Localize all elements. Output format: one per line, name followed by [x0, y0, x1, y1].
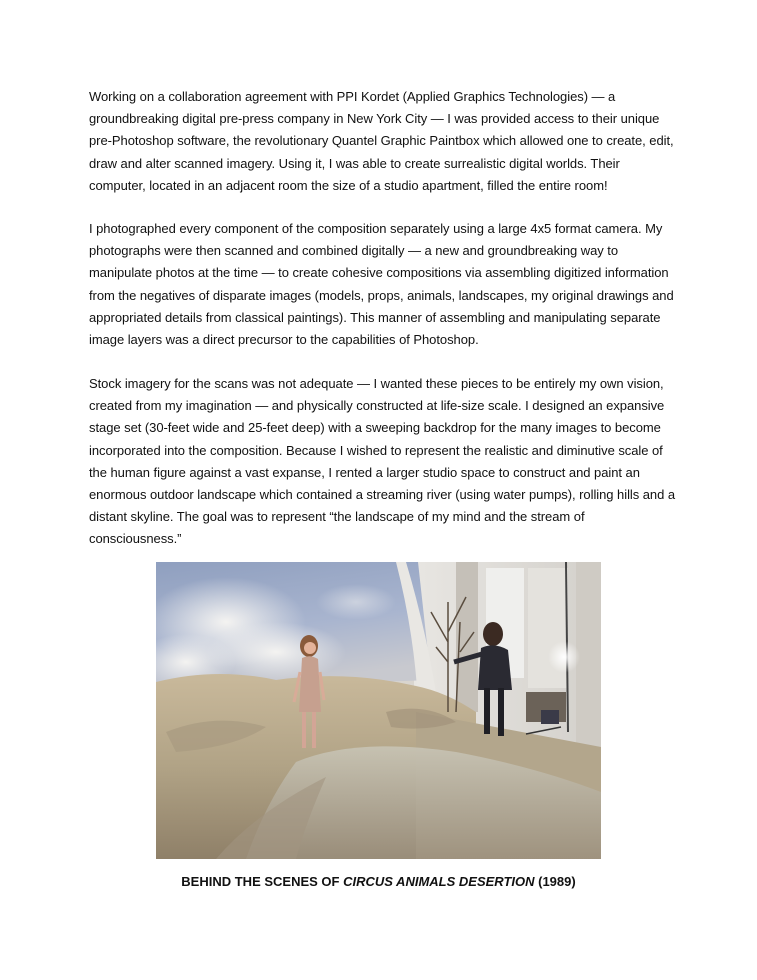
paragraph-2: I photographed every component of the composition separately using a large 4x5 format camera. My photographs were then scanned and combined digitally — a new and groundbreaking way to manipulate photos at the time — to create cohesive compositions via assembling digitized information from the negatives of disparate images (models, props, animals, landscapes, my original drawings and appropriated details from classical paintings). This manner of assembling and manipulating separate image layers was a direct precursor to the capabilities of Photoshop.: [89, 221, 674, 348]
caption-prefix: BEHIND THE SCENES OF: [181, 874, 344, 889]
caption-suffix: (1989): [534, 874, 576, 889]
caption-title: CIRCUS ANIMALS DESERTION: [343, 874, 535, 889]
paragraph-1: Working on a collaboration agreement with PPI Kordet (Applied Graphics Technologies) — a groundbreaking digital pre-press company in New York City — I was provided access to their unique pre-Photoshop software, the revolutionary Quantel Graphic Paintbox which allowed one to create, edit, draw and alter scanned imagery. Using it, I was able to create surrealistic digital worlds. Their computer, located in an adjacent room the size of a studio apartment, filled the entire room!: [89, 89, 674, 193]
behind-the-scenes-photo: [156, 562, 601, 859]
paragraph-3: Stock imagery for the scans was not adequate — I wanted these pieces to be entirely my own vision, created from my imagination — and physically constructed at life-size scale. I designed an expansive stage set (30-feet wide and 25-feet deep) with a sweeping backdrop for the many images to become incorporated into the composition. Because I wished to represent the realistic and diminutive scale of the human figure against a vast expanse, I rented a larger studio space to construct and paint an enormous outdoor landscape which contained a streaming river (using water pumps), rolling hills and a distant skyline. The goal was to represent “the landscape of my mind and the stream of consciousness.”: [89, 376, 676, 547]
photo-caption: [0, 873, 757, 891]
